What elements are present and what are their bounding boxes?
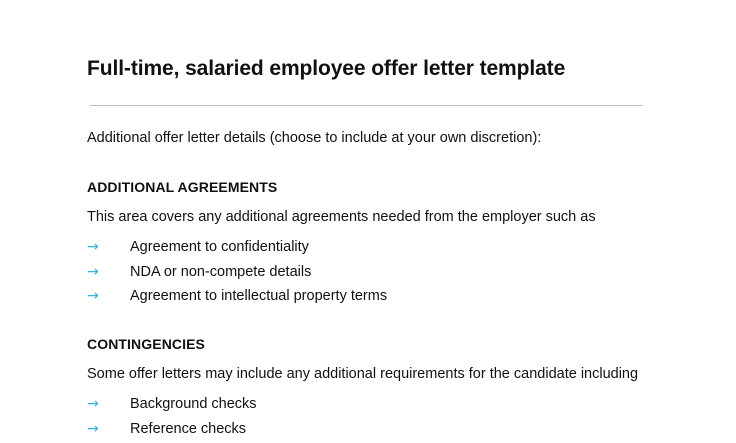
page-title: Full-time, salaried employee offer letter template (87, 56, 647, 82)
right-arrow-icon: → (87, 262, 99, 282)
bullet-list (87, 237, 647, 311)
list-item-text: NDA or non-compete details (130, 262, 311, 282)
list-item (87, 237, 647, 262)
section-description: Some offer letters may include any additional requirements for the candidate including (87, 364, 647, 384)
list-item (87, 394, 647, 419)
right-arrow-icon: → (87, 419, 99, 439)
document-page (87, 56, 647, 82)
right-arrow-icon: → (87, 286, 99, 306)
list-item (87, 419, 647, 443)
section-description: This area covers any additional agreements needed from the employer such as (87, 207, 647, 227)
section-contingencies (87, 334, 647, 443)
intro-text: Additional offer letter details (choose to include at your own discretion): (87, 128, 541, 148)
list-item-text: Reference checks (130, 419, 246, 439)
list-item (87, 286, 647, 311)
section-additional-agreements (87, 177, 647, 311)
bullet-list (87, 394, 647, 443)
list-item-text: Background checks (130, 394, 257, 414)
right-arrow-icon: → (87, 394, 99, 414)
section-heading: ADDITIONAL AGREEMENTS (87, 177, 647, 197)
section-heading: CONTINGENCIES (87, 334, 647, 354)
list-item (87, 262, 647, 287)
right-arrow-icon: → (87, 237, 99, 257)
list-item-text: Agreement to confidentiality (130, 237, 309, 257)
title-divider (90, 105, 643, 106)
list-item-text: Agreement to intellectual property terms (130, 286, 387, 306)
